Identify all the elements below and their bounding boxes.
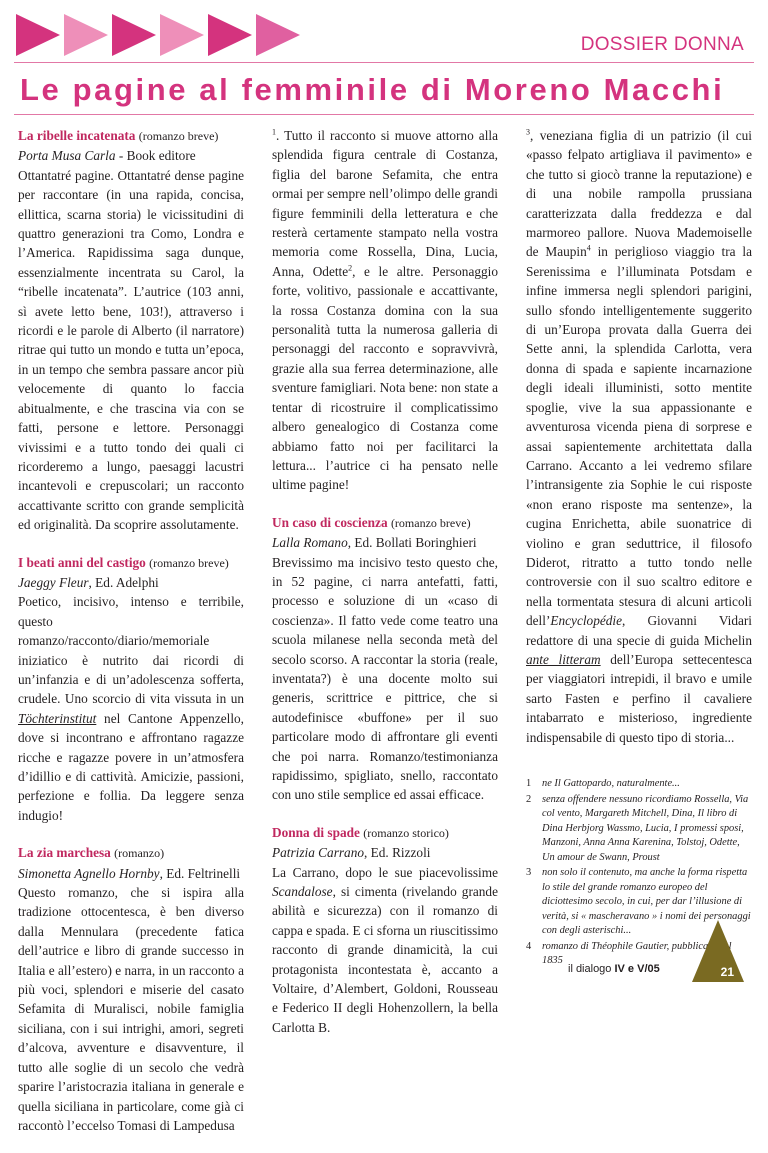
footnote-number: 2	[526, 793, 532, 805]
review-body-part: La Carrano, dopo le sue piacevolissime	[272, 864, 498, 880]
review-title: Un caso di coscienza	[272, 514, 388, 530]
review-type: (romanzo breve)	[149, 555, 229, 570]
arrow-icon	[208, 14, 252, 56]
arrow-icon	[160, 14, 204, 56]
review-body-part: dell’Europa settecentesca per viaggiatori intrepidi, il bravo e umile sarto Fasten e perfino il cavaliere intabarrato e misterioso, ingrediente indispensabile di questo tipo di storia...	[526, 651, 752, 745]
review	[18, 843, 244, 1135]
review-credit	[272, 533, 498, 552]
review-heading	[272, 513, 498, 533]
arrow-icon	[64, 14, 108, 56]
footnote-number: 3	[526, 867, 532, 878]
review	[272, 823, 498, 1037]
column-2	[272, 126, 498, 1153]
review-heading	[18, 553, 244, 573]
review-heading	[18, 843, 244, 863]
footnote-number: 1	[526, 778, 532, 789]
review-publisher: , Ed. Rizzoli	[364, 845, 431, 861]
review-author: Simonetta Agnello Hornby	[18, 865, 160, 881]
review-body-part: , Giovanni Vidari redattore di una specie di guida Michelin	[526, 613, 752, 648]
review-continued	[526, 126, 752, 747]
review-type: (romanzo)	[114, 846, 165, 861]
footnote-ref: 2	[348, 263, 353, 273]
review-body: Brevissimo ma incisivo testo questo che, in 52 pagine, ci narra antefatti, fatti, processo e soluzione di un «caso di coscienza». Il fatto vede come teatro una scuola milanese nella seconda metà del secolo scorso. A raccontar la storia (reale, inventata?) è una docente molto sui generis, scrittrice e pittrice, che si autodefinisce «buffone» per il suo particolare modo di affrontare gli eventi che poi narra. Romanzo/testimonianza rapidissimo, spigliato, snello, raccontato con uno stile semplice ed assai efficace.	[272, 554, 498, 803]
page-number-triangle-icon	[692, 920, 744, 982]
header-arrows	[16, 14, 304, 56]
footer-magazine	[568, 963, 660, 975]
review-body-part: nel Cantone Appenzello, dove si incontrano e affrontano ragazze ricche e ragazze povere in un’atmosfera d’idillio e di cattività. Amicizie, passioni, perfezione e follia. Da leggere senza indugio!	[18, 710, 244, 823]
header-rule	[14, 62, 754, 63]
page-number: 21	[720, 965, 734, 979]
review-type: (romanzo breve)	[138, 129, 219, 143]
review-body: Ottantatré pagine. Ottantatré dense pagine per raccontare (in una rapida, concisa, ellittica, scarna storia) le vicissitudini di quattro generazioni tra Como, Londra e l’America. Rapidissima saga dunque, essenzialmente incentrata su Carol, la “ribelle incatenata”. L’autrice (103 anni, sì avete letto bene, 103!), attraverso i ricordi e le parole di Alberto (il narratore) ritrae qui tutto un mondo e tutta un’epoca, in un tempo che sembra passare ancor più velocemente di quanto lo faccia abitualmente, e che trascina via con se fatti, persone e lettore. Personaggi vivissimi e a tutto tondo dei quali ci ricorderemo a lungo, paesaggi lacustri incantevoli e crepuscolari; un racconto accattivante scritto con grande semplicità ed originalità. Da scoprire assolutamente.	[18, 167, 244, 533]
review-credit	[272, 843, 498, 862]
review-heading	[272, 823, 498, 843]
review-body	[272, 126, 498, 495]
footnote-text: ne Il Gattopardo, naturalmente...	[542, 778, 680, 789]
review-title: La ribelle incatenata	[18, 128, 136, 143]
arrow-icon	[256, 14, 300, 56]
footnote-text: non solo il contenuto, ma anche la forma rispetta lo stile del grande romanzo europeo del diciottesimo secolo, in cui, per dar l’illusione di verità, si « mascheravano » i nomi dei personaggi con degli asterischi...	[542, 867, 751, 936]
review-credit	[18, 573, 244, 592]
title-rule	[14, 114, 754, 115]
review-body-part: , veneziana figlia di un patrizio (il cui «passo felpato artigliava il pavimento» e che tutto si giocò tranne la reputazione) e di una nobile rampolla prussiana caratterizzata dalla freddezza e dal marmoreo pallore. Nuova Mademoiselle de Maupin	[526, 128, 752, 260]
review-type: (romanzo breve)	[390, 515, 471, 530]
review-credit	[18, 146, 244, 165]
review-body	[272, 863, 498, 1038]
review-title: La zia marchesa	[18, 845, 111, 861]
footnote-number: 4	[526, 940, 532, 952]
review-body-part: , e le altre. Personaggio forte, volitivo, passionale e accattivante, la rossa Costanza domina con la sua personalità tutta la numerosa galleria di personaggi del racconto e sopravvivrà, grazie alla sua ferrea determinazione, alle sventure famigliari. Nota bene: non state a tentar di ricostruire il complicatissimo albero genealogico di Costanza come abbiamo fatto noi per facilitarci la lettura... l’autrice ci ha pensato nelle ultime pagine!	[272, 263, 498, 493]
review-body-part: Questo romanzo, che si ispira alla tradizione ottocentesca, è ben diverso dalla Mennulara (precedente fatica dell’autrice e libro di grande successo in Italia e all’estero) e narra, in un racconto a più voci, splendori e miserie del casato Sefamita di Muralisci, nobile famiglia siciliana, con i sui intrighi, amori, segreti d’alcova, avventure e disavventure, il tutto alle soglie di un secolo che vedrà sparire l’aristocrazia italiana in generale e quella siciliana in particolare, come già ci raccontò l’eccelso Tomasi di Lampedusa	[18, 885, 244, 1133]
review-publisher: - Book editore	[115, 148, 196, 164]
review-author: Porta Musa Carla	[18, 148, 116, 164]
review-body-part: Poetico, incisivo, intenso e terribile, questo romanzo/racconto/diario/memoriale iniziatico è nutrito dai ricordi di un’infanzia e di un’adolescenza sofferta, crudele. Uno scorcio di vita vissuta in un	[18, 594, 244, 707]
review	[18, 126, 244, 535]
section-label: DOSSIER DONNA	[580, 34, 744, 55]
review-body-part: . Tutto il racconto si muove attorno alla splendida figura centrale di Costanza, figlia del barone Sefamita, che entra ormai per sempre nell’olimpo delle grandi figure femminili della letteratura e che resterà certamente stampato nella vostra memoria come Rossella, Dina, Lucia, Anna, Odette	[272, 128, 498, 279]
review-body-emphasis: Töchterinstitut	[18, 710, 97, 726]
review-body	[18, 883, 244, 1135]
review-heading	[18, 126, 244, 146]
review-body	[18, 592, 244, 825]
review-author: Lalla Romano	[272, 535, 348, 551]
review-body-emphasis: Encyclopédie	[550, 613, 622, 629]
arrow-icon	[112, 14, 156, 56]
issue-number: IV e V/05	[614, 963, 660, 975]
review-body-part: , si cimenta (rivelando grande abilità e sicurezza) con il romanzo di cappa e spada. E ci sforna un riuscitissimo racconto di grande dinamicità, la cui protagonista incontestata è, accanto a Voltaire, d’Alembert, Goldoni, Rousseau e Federico II degli Hohenzollern, la bella Carlotta B.	[272, 884, 498, 1035]
column-1	[18, 126, 244, 1153]
footnote	[526, 793, 752, 866]
review-body	[526, 126, 752, 747]
review-body-emphasis: ante litteram	[526, 651, 601, 667]
arrow-icon	[16, 14, 60, 56]
footnote-ref: 4	[586, 244, 591, 254]
footnote-ref: 3	[526, 127, 530, 137]
footnote	[526, 777, 752, 792]
review-title: I beati anni del castigo	[18, 554, 146, 570]
review-publisher: , Ed. Bollati Boringhieri	[347, 535, 477, 551]
footnote-text: senza offendere nessuno ricordiamo Rossella, Via col vento, Margareth Mitchell, Dina, Il libro di Dina Herbjorg Wassmo, Lucia, I promessi sposi, Manzoni, Anna Anna Karenina, Tolstoj, Odette, Un amour de Swann, Proust	[542, 793, 749, 863]
page-title: Le pagine al femminile di Moreno Macchi	[20, 72, 725, 107]
review-title: Donna di spade	[272, 824, 360, 840]
article-columns	[18, 126, 752, 1153]
review-type: (romanzo storico)	[363, 825, 449, 840]
review-continued	[272, 126, 498, 495]
review	[272, 513, 498, 805]
review-credit	[18, 864, 244, 883]
review-publisher: , Ed. Adelphi	[88, 574, 159, 590]
review-body-part: in periglioso viaggio tra la Serenissima e l’illuminata Potsdam e infine immersa negli splendori parigini, sullo sfondo intelligentemente suggerito di un’Europa provata dalla Guerra dei Sette anni, la splendida Carlotta, vera donna di spada e sapiente incarnazione degli ideali illuministi, sotto mentite spoglie, vive la sua appassionante e avventurosa vicenda piena di sorprese e assai sapientemente architettata dalla Carrano. Accanto a lei vedremo sfilare l’intransigente zia Sophie le cui risposte «non erano risposte ma sentenze», la cugina Enrichetta, abile suonatrice di violino e gran seduttrice, il filosofo Diderot, ritratto a tutto tondo nelle controversie con il suo scaltro editore e nella tormentata stesura di alcuni articoli dell’	[526, 244, 752, 629]
magazine-name: il dialogo	[568, 963, 612, 975]
column-3	[526, 126, 752, 1153]
review	[18, 553, 244, 826]
review-body-emphasis: Scandalose	[272, 884, 333, 900]
review-publisher: , Ed. Feltrinelli	[159, 865, 241, 881]
review-author: Jaeggy Fleur	[18, 574, 89, 590]
footnote-text: romanzo di Théophile Gautier, pubblicato nel 1835	[542, 940, 732, 966]
review-author: Patrizia Carrano	[272, 845, 364, 861]
footnote-ref: 1	[272, 127, 276, 137]
